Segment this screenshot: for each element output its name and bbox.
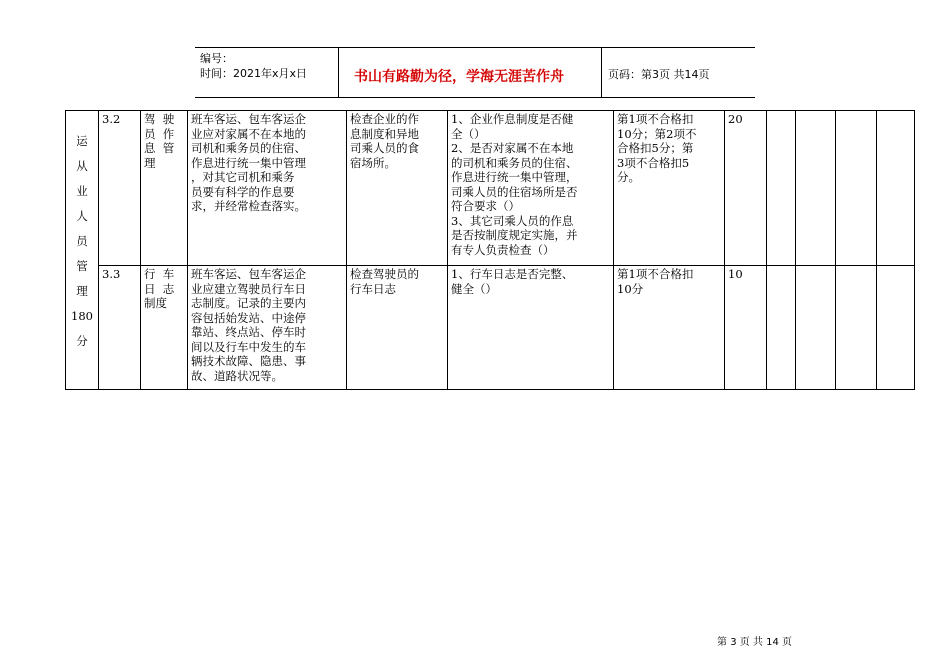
- evaluation-criteria: 1、行车日志是否完整、 健全（）: [448, 266, 614, 390]
- item-title: 驾 驶 员 作 息 管 理: [141, 111, 188, 266]
- header-divider-right: [601, 47, 602, 97]
- item-title: 行 车 日 志 制度: [141, 266, 188, 390]
- points-value: 10: [725, 266, 767, 390]
- header-motto: 书山有路勤为径，学海无涯苦作舟: [354, 69, 564, 85]
- header-bottom-rule: [195, 97, 755, 98]
- inspection-table: [65, 110, 915, 390]
- empty-cell: [767, 266, 796, 390]
- requirement-text: 班车客运、包车客运企 业应对家属不在本地的 司机和乘务员的住宿、 作息进行统一集中管理 ，对其它司机和乘务 员要有科学的作息要 求，并经常检查落实。: [188, 111, 347, 266]
- inspection-method: 检查驾驶员的 行车日志: [347, 266, 448, 390]
- empty-cell: [796, 111, 836, 266]
- header-page-label: 页码：第3页 共14页: [608, 68, 710, 81]
- document-number-label: 编号：: [200, 52, 233, 65]
- item-number: 3.2: [99, 111, 141, 266]
- header-top-rule: [195, 47, 755, 48]
- header-divider-left: [338, 47, 339, 97]
- evaluation-criteria: 1、企业作息制度是否健 全（） 2、是否对家属不在本地 的司机和乘务员的住宿、 作息进行统一集中管理， 司乘人员的住宿场所是否 符合要求（） 3、其它司乘人员的作息 是否按制度规定实施，并 有专人负责检查（）: [448, 111, 614, 266]
- empty-cell: [836, 266, 877, 390]
- empty-cell: [836, 111, 877, 266]
- footer-page-number: 第 3 页 共 14 页: [717, 637, 792, 648]
- inspection-method: 检查企业的作 息制度和异地 司乘人员的食 宿场所。: [347, 111, 448, 266]
- item-number: 3.3: [99, 266, 141, 390]
- scoring-rule: 第1项不合格扣 10分；第2项不 合格扣5分；第 3项不合格扣5 分。: [614, 111, 725, 266]
- points-value: 20: [725, 111, 767, 266]
- scoring-rule: 第1项不合格扣 10分: [614, 266, 725, 390]
- empty-cell: [767, 111, 796, 266]
- category-label: 运 从 业 人 员 管 理 180 分: [66, 111, 99, 390]
- empty-cell: [796, 266, 836, 390]
- requirement-text: 班车客运、包车客运企 业应建立驾驶员行车日 志制度。记录的主要内 容包括始发站、中途停 靠站、终点站、停车时 间以及行车中发生的车 辆技术故障、隐患、事 故、道路状况等。: [188, 266, 347, 390]
- empty-cell: [877, 111, 915, 266]
- table-row: [66, 111, 915, 266]
- table-row: [66, 266, 915, 390]
- document-date-label: 时间：2021年x月x日: [200, 67, 308, 80]
- empty-cell: [877, 266, 915, 390]
